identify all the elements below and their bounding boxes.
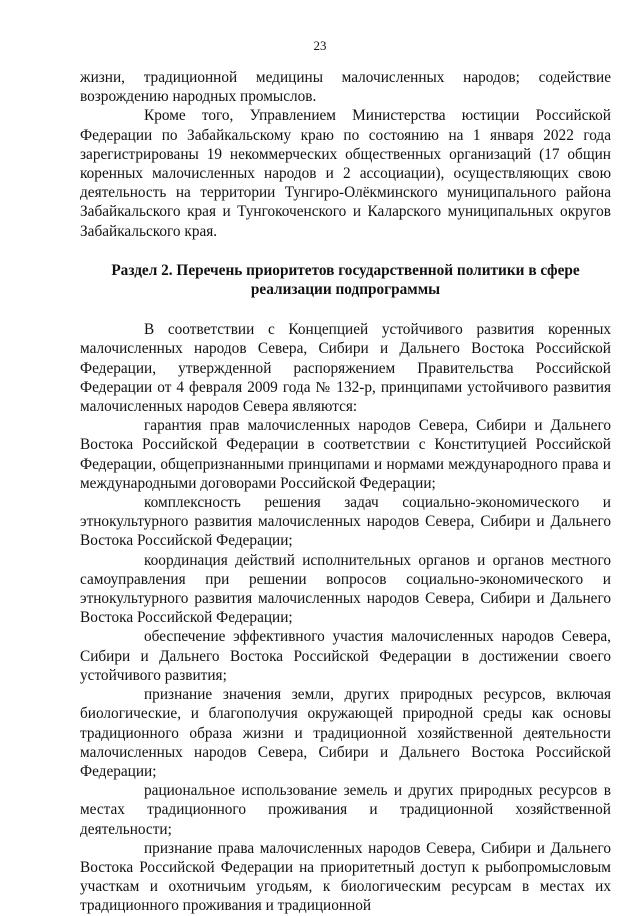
list-item-rights-guarantee: гарантия прав малочисленных народов Севера, Сибири и Дальнего Востока Российской Федерации в соответствии с Конституцией Российской Федерации, общепризнанными принципами и нормами международного права и международными договорами Российской Федерации; [80,417,611,492]
list-item-coordination: координация действий исполнительных органов и органов местного самоуправления при решении вопросов социально-экономического и этнокультурного развития малочисленных народов Севера, Сибири и Дальнего Востока Российской Федерации; [80,551,611,627]
paragraph-continuation: жизни, традиционной медицины малочисленных народов; содействие возрождению народных промыслов. [80,69,611,106]
list-item-complex-solutions: комплексность решения задач социально-экономического и этнокультурного развития малочисленных народов Севера, Сибири и Дальнего Востока Российской Федерации; [80,494,611,550]
list-item-land-recognition: признание значения земли, других природных ресурсов, включая биологические, и благополучия окружающей природной среды как основы традиционного образа жизни и традиционной хозяйственной деятельности малочисленных народов Севера, Сибири и Дальнего Востока Российской Федерации; [80,686,611,780]
paragraph-registered-organizations: Кроме того, Управлением Министерства юстиции Российской Федерации по Забайкальскому краю по состоянию на 1 января 2022 года зарегистрированы 19 некоммерческих общественных организаций (17 общин коренных малочисленных народов и 2 ассоциации), осуществляющих свою деятельность на территории Тунгиро-Олёкминского муниципального района Забайкальского края и Тунгокоченского и Каларского муниципальных округов Забайкальского края. [80,107,611,240]
section-heading: Раздел 2. Перечень приоритетов государственной политики в сфере реализации подпрограммы [111,261,580,299]
paragraph-concept-intro: В соответствии с Концепцией устойчивого развития коренных малочисленных народов Севера, Сибири и Дальнего Востока Российской Федерации, утвержденной распоряжением Правительства Российской Федерации от 4 февраля 2009 года № 132-р, принципами устойчивого развития малочисленных народов Севера являются: [80,321,611,416]
list-item-participation: обеспечение эффективного участия малочисленных народов Севера, Сибири и Дальнего Востока Российской Федерации в достижении своего устойчивого развития; [80,628,611,684]
list-item-rational-use: рациональное использование земель и других природных ресурсов в местах традиционного проживания и традиционной хозяйственной деятельности; [80,782,611,838]
list-item-priority-access: признание права малочисленных народов Севера, Сибири и Дальнего Востока Российской Федерации на приоритетный доступ к рыбопромысловым участкам и охотничьим угодьям, к биологическим ресурсам в местах их традиционного проживания и традиционной [80,839,611,915]
page-content [80,68,611,916]
page-number: 23 [313,38,327,53]
